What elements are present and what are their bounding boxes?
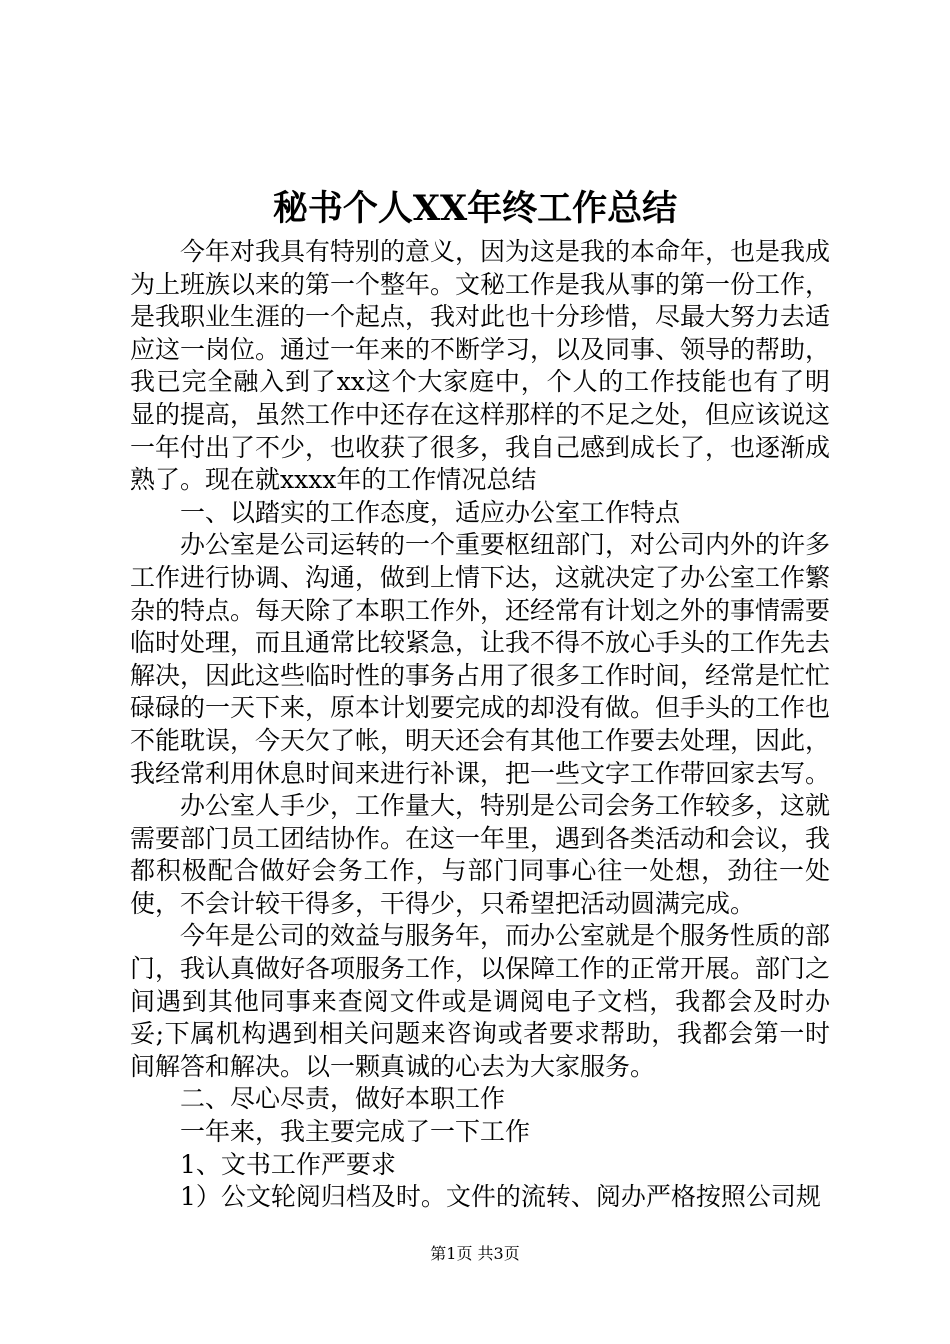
subsection-heading-1: 1、文书工作严要求 <box>180 1149 396 1179</box>
paragraph-office-hub: 办公室是公司运转的一个重要枢纽部门，对公司内外的许多工作进行协调、沟通，做到上情下达，这就决定了办公室工作繁杂的特点。每天除了本职工作外，还经常有计划之外的事情需要临时处理，而且通常比较紧急，让我不得不放心手头的工作先去解决，因此这些临时性的事务占用了很多工作时间，经常是忙忙碌碌的一天下来，原本计划要完成的却没有做。但手头的工作也不能耽误，今天欠了帐，明天还会有其他工作要去处理，因此，我经常利用休息时间来进行补课，把一些文字工作带回家去写。 <box>130 530 831 788</box>
paragraph-work-summary: 一年来，我主要完成了一下工作 <box>180 1117 531 1147</box>
document-title: 秘书个人XX年终工作总结 <box>272 188 678 229</box>
section-heading-2: 二、尽心尽责，做好本职工作 <box>180 1084 506 1114</box>
page-footer: 第1页 共3页 <box>430 1244 520 1263</box>
section-heading-1: 一、以踏实的工作态度，适应办公室工作特点 <box>180 497 681 527</box>
paragraph-service: 今年是公司的效益与服务年，而办公室就是个服务性质的部门，我认真做好各项服务工作，以保障工作的正常开展。部门之间遇到其他同事来查阅文件或是调阅电子文档，我都会及时办妥;下属机构遇到相关问题来咨询或者要求帮助，我都会第一时间解答和解决。以一颗真诚的心去为大家服务。 <box>130 921 831 1081</box>
paragraph-intro: 今年对我具有特别的意义，因为这是我的本命年，也是我成为上班族以来的第一个整年。文秘工作是我从事的第一份工作，是我职业生涯的一个起点，我对此也十分珍惜，尽最大努力去适应这一岗位。通过一年来的不断学习，以及同事、领导的帮助，我已完全融入到了xx这个大家庭中，个人的工作技能也有了明显的提高，虽然工作中还存在这样那样的不足之处，但应该说这一年付出了不少，也收获了很多，我自己感到成长了，也逐渐成熟了。现在就xxxx年的工作情况总结 <box>130 237 831 495</box>
document-body <box>130 236 830 1214</box>
paragraph-teamwork: 办公室人手少，工作量大，特别是公司会务工作较多，这就需要部门员工团结协作。在这一年里，遇到各类活动和会议，我都积极配合做好会务工作，与部门同事心往一处想，劲往一处使，不会计较干得多，干得少，只希望把活动圆满完成。 <box>130 791 831 918</box>
list-item-1: 1）公文轮阅归档及时。文件的流转、阅办严格按照公司规 <box>180 1182 821 1212</box>
